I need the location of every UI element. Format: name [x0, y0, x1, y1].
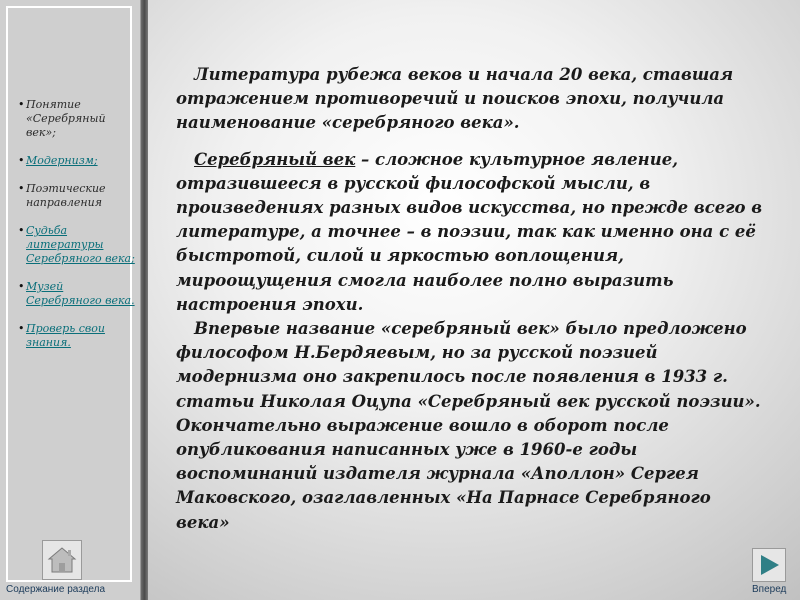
home-label[interactable]: Содержание раздела: [6, 584, 106, 595]
sidebar-item-museum[interactable]: • Музей Серебряного века.: [18, 280, 135, 307]
paragraph-definition: [176, 148, 766, 317]
sidebar-item-label: Понятие «Серебряный век»;: [26, 98, 106, 139]
arrow-right-icon: [757, 553, 781, 577]
home-button[interactable]: [42, 540, 82, 580]
main-text: [176, 63, 766, 535]
home-icon: [47, 545, 77, 575]
sidebar-item-poetic-directions: • Поэтические направления: [18, 182, 106, 209]
paragraph-history: Впервые название «серебряный век» было предложено философом Н.Бердяевым, но за русской поэзией модернизма оно закрепилось после появления в 1933 г. статьи Николая Оцупа «Серебряный век русской поэзии». Окончательно выражение вошло в оборот после опубликования написанных уже в 1960-е годы воспоминаний издателя журнала «Аполлон» Сергея Маковского, озаглавленных «На Парнасе Серебряного века»: [176, 319, 761, 532]
next-label[interactable]: Вперед: [752, 584, 787, 595]
sidebar-link-quiz[interactable]: Проверь свои знания.: [26, 322, 105, 349]
definition-text: – сложное культурное явление, отразившееся в русской философской мысли, в произведениях разных видов искусства, но прежде всего в литературе, а точнее – в поэзии, так как именно она с её быстротой, силой и яркостью воплощения, мироощущения смогла наиболее полно выразить настроения эпохи.: [176, 149, 763, 314]
next-button[interactable]: [752, 548, 786, 582]
paragraph-intro: Литература рубежа веков и начала 20 века, ставшая отражением противоречий и поисков эпохи, получила наименование «серебряного века».: [176, 65, 734, 133]
sidebar-item-concept: • Понятие «Серебряный век»;: [18, 98, 106, 139]
sidebar-link-museum[interactable]: Музей Серебряного века.: [26, 280, 135, 307]
sidebar-item-fate[interactable]: • Судьба литературы Серебряного века;: [18, 224, 135, 265]
sidebar-item-label: Поэтические направления: [26, 182, 106, 209]
sidebar-link-modernism[interactable]: Модернизм;: [26, 154, 98, 167]
sidebar-nav: [18, 98, 136, 364]
sidebar-link-fate[interactable]: Судьба литературы Серебряного века;: [26, 224, 135, 265]
sidebar-item-quiz[interactable]: • Проверь свои знания.: [18, 322, 105, 349]
term-silver-age: Серебряный век: [194, 149, 356, 169]
sidebar-divider: [141, 0, 148, 600]
sidebar-item-modernism[interactable]: • Модернизм;: [18, 154, 98, 167]
